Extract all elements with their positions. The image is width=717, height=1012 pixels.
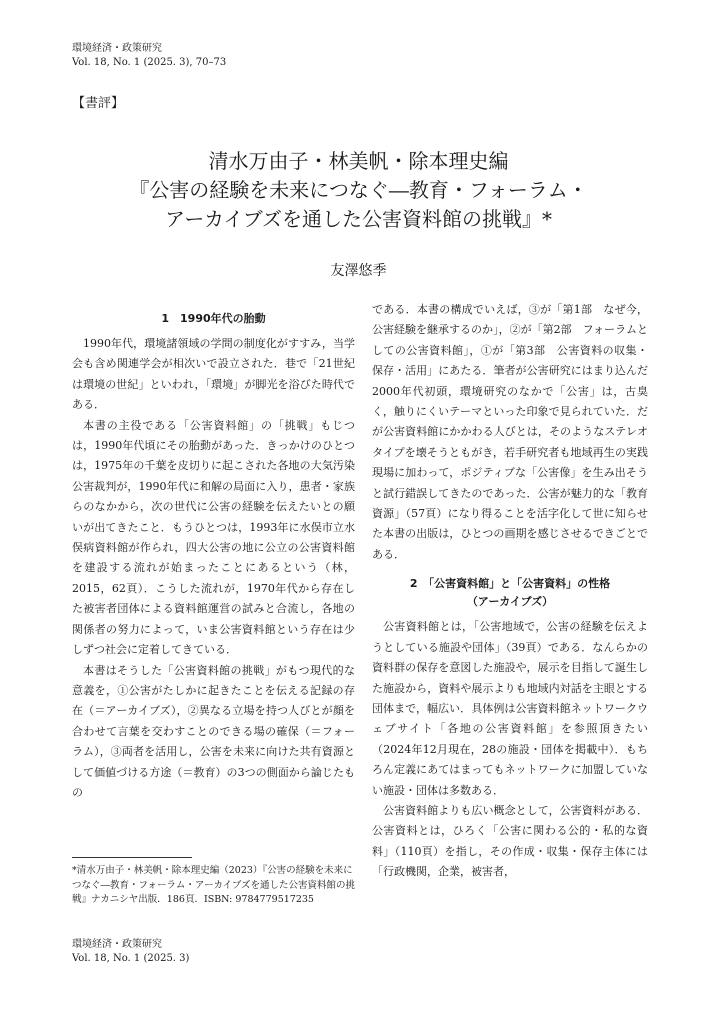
section-heading-2-line-1: 2 「公害資料館」と「公害資料」の性格 — [409, 577, 611, 591]
paragraph: 本書の主役である「公害資料館」の「挑戦」もじつは，1990年代頃にその胎動があった．きっかけのひとつは，1975年の千葉を皮切りに起こされた各地の大気汚染公害裁判が，1990年代に和解の局面に入り，患者・家族らのなかから，次の世代に公害の経験を伝えたいとの願いが出てきたこと．もうひとつは，1993年に水俣市立水俣病資料館が作られ，四大公害の地に公立の公害資料館を建設する流れが始まったことにあるという（林，2015，62頁）．こうした流れが，1970年代から存在した被害者団体による資料館運営の試みと合流し，各地の関係者の努力によって，いま公害資料館という存在は少しずつ社会に定着してきている． — [72, 418, 355, 657]
volume-info: Vol. 18, No. 1 (2025. 3), 70–73 — [72, 57, 227, 68]
journal-header — [72, 42, 226, 70]
paragraph: である．本書の構成でいえば，③が「第1部 なぜ今，公害経験を継承するのか」，②が「第2部 フォーラムとしての公害資料館」，①が「第3部 公害資料の収集・保存・活用」にあたる．筆者が公害研究にはまり込んだ2000年代初頭，環境研究のなかで「公害」は，古臭く，触りにくいテーマといった印象で見られていた．だが公害資料館にかかわる人びとは，そのようなステレオタイプを壊そうともがき，若手研究者も地域再生の実践現場に加わって，ポジティブな「公害像」を生み出そうと試行錯誤してきたのであった．公害が魅力的な「教育資源」（57頁）になり得ることを活字化して世に知らせた本書の出版は，ひとつの画期を感じさせるできごとである． — [372, 303, 648, 561]
footnote: *清水万由子・林美帆・除本理史編（2023）『公害の経験を未来につなぐ―教育・フォーラム・アーカイブズを通した公害資料館の挑戦』ナカニシヤ出版．186頁．ISBN: 9784779517235 — [72, 865, 356, 905]
title-line-1: 清水万由子・林美帆・除本理史編 — [208, 149, 509, 173]
left-column — [72, 300, 355, 803]
article-title — [60, 147, 657, 234]
section-heading-2 — [372, 575, 648, 611]
title-line-3: アーカイブズを通した公害資料館の挑戦』* — [165, 207, 552, 231]
section-heading-1: 1 1990年代の胎動 — [161, 312, 266, 325]
footer-journal-name: 環境経済・政策研究 — [72, 939, 162, 950]
paragraph: 本書はそうした「公害資料館の挑戦」がもつ現代的な意義を，①公害がたしかに起きたことを伝える記録の存在（＝アーカイブズ），②異なる立場を持つ人びとが顔を合わせて言葉を交わすことのできる場の確保（＝フォーラム），③両者を活用し，公害を未来に向けた共有資源として価値づける方途（＝教育）の3つの側面から論じたもの — [72, 663, 355, 799]
paragraph: 公害資料館よりも広い概念として，公害資料がある．公害資料とは，ひろく「公害に関わる公的・私的な資料」（110頁）を指し，その作成・収集・保存主体には「行政機関，企業，被害者， — [372, 803, 648, 879]
author-name: 友澤悠季 — [330, 263, 387, 279]
section-heading-2-line-2: （アーカイブズ） — [466, 595, 554, 609]
paragraph: 1990年代，環境諸領域の学問の制度化がすすみ，当学会も含め関連学会が相次いで設立された．巷で「21世紀は環境の世紀」といわれ，「環境」が脚光を浴びた時代である． — [72, 337, 355, 412]
page-footer — [72, 938, 189, 966]
section-tag: 【書評】 — [72, 96, 125, 111]
right-column — [372, 300, 648, 883]
footer-volume-info: Vol. 18, No. 1 (2025. 3) — [72, 953, 190, 964]
paragraph: 公害資料館とは，「公害地域で，公害の経験を伝えようとしている施設や団体」（39頁）である．なんらかの資料群の保存を意図した施設や，展示を目指して誕生した施設から，資料や展示よりも地域内対話を主眼とする団体まで，幅広い．具体例は公害資料館ネットワークウェブサイト「各地の公害資料館」を参照頂きたい（2024年12月現在，28の施設・団体を掲載中）．もちろん定義にあてはまってもネットワークに加盟していない施設・団体は多数ある． — [372, 620, 648, 797]
title-line-2: 『公害の経験を未来につなぐ―教育・フォーラム・ — [129, 178, 588, 202]
footnote-divider — [72, 857, 192, 858]
journal-name: 環境経済・政策研究 — [72, 43, 162, 54]
